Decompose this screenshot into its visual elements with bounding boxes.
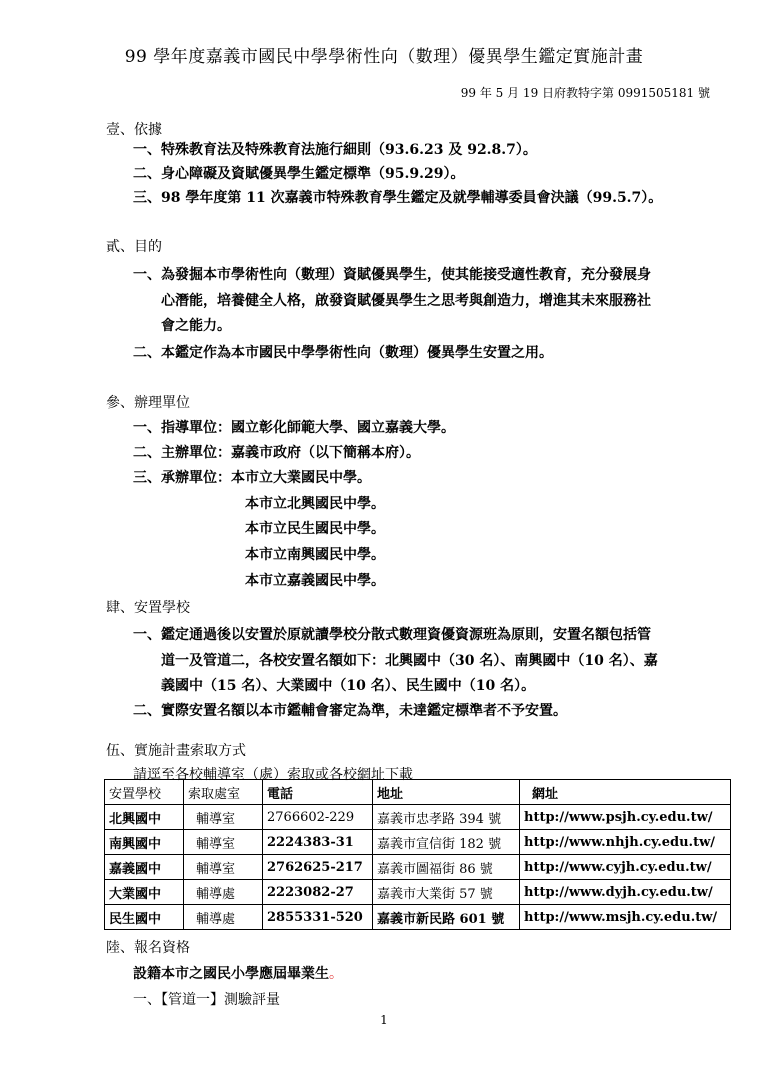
section6-heading: 陸、報名資格	[106, 940, 190, 956]
section2-item-1-line-2: 心潛能，培養健全人格，啟發資賦優異學生之思考與創造力，增進其未來服務社	[161, 293, 651, 309]
eligibility-text: 設籍本市之國民小學應屆畢業生	[133, 966, 329, 982]
section1-heading: 壹、依據	[106, 122, 162, 138]
table-row	[105, 880, 731, 905]
phone: 2762625-217	[263, 855, 373, 880]
school-name: 北興國中	[105, 805, 184, 830]
school-name: 大業國中	[105, 880, 184, 905]
table-header-cell: 地址	[373, 780, 520, 805]
school-url-link[interactable]: http://www.dyjh.cy.edu.tw/	[520, 880, 731, 905]
section4-item-1-line-3: 義國中（15 名）、大業國中（10 名）、民生國中（10 名）。	[161, 678, 536, 694]
section1-item-1: 一、特殊教育法及特殊教育法施行細則（93.6.23 及 92.8.7）。	[133, 142, 537, 158]
office: 輔導室	[184, 855, 263, 880]
table-row	[105, 830, 731, 855]
address: 嘉義市宣信街 182 號	[373, 830, 520, 855]
section2-heading: 貳、目的	[106, 239, 162, 255]
phone: 2224383-31	[263, 830, 373, 855]
section4-item-1-line-1: 一、鑑定通過後以安置於原就讀學校分散式數理資優資源班為原則，安置名額包括管	[133, 627, 651, 643]
phone: 2855331-520	[263, 905, 373, 930]
phone: 2766602-229	[263, 805, 373, 830]
table-header-cell: 電話	[263, 780, 373, 805]
school-url-link[interactable]: http://www.cyjh.cy.edu.tw/	[520, 855, 731, 880]
address: 嘉義市大業街 57 號	[373, 880, 520, 905]
school-url-link[interactable]: http://www.msjh.cy.edu.tw/	[520, 905, 731, 930]
table-header-cell: 安置學校	[105, 780, 184, 805]
section1-item-3: 三、98 學年度第 11 次嘉義市特殊教育學生鑑定及就學輔導委員會決議（99.5.7）。	[133, 190, 663, 206]
school-name: 民生國中	[105, 905, 184, 930]
office: 輔導室	[184, 830, 263, 855]
section3-item-2: 二、主辦單位：嘉義市政府（以下簡稱本府）。	[133, 445, 420, 461]
address: 嘉義市新民路 601 號	[373, 905, 520, 930]
section3-cohost-4: 本市立嘉義國民中學。	[245, 573, 385, 589]
eligibility-period: 。	[329, 966, 343, 982]
table-header-cell: 網址	[520, 780, 731, 805]
office: 輔導室	[184, 805, 263, 830]
address: 嘉義市忠孝路 394 號	[373, 805, 520, 830]
document-reference: 99 年 5 月 19 日府教特字第 0991505181 號	[460, 86, 710, 100]
table-header-row	[105, 780, 731, 805]
office: 輔導處	[184, 880, 263, 905]
table-header-cell: 索取處室	[184, 780, 263, 805]
section3-cohost-1: 本市立北興國民中學。	[245, 496, 385, 512]
table-row	[105, 905, 731, 930]
section6-eligibility	[133, 963, 343, 983]
school-name: 南興國中	[105, 830, 184, 855]
section5-heading: 伍、實施計畫索取方式	[106, 743, 246, 759]
section6-item-1: 一、【管道一】測驗評量	[133, 992, 280, 1008]
table-row	[105, 805, 731, 830]
section3-cohost-2: 本市立民生國民中學。	[245, 521, 385, 537]
section4-item-2: 二、實際安置名額以本市鑑輔會審定為準，未達鑑定標準者不予安置。	[133, 703, 567, 719]
section3-heading: 參、辦理單位	[106, 395, 190, 411]
school-url-link[interactable]: http://www.nhjh.cy.edu.tw/	[520, 830, 731, 855]
section2-item-1-line-1: 一、為發掘本市學術性向（數理）資賦優異學生，使其能接受適性教育，充分發展身	[133, 267, 651, 283]
address: 嘉義市圖福街 86 號	[373, 855, 520, 880]
office: 輔導處	[184, 905, 263, 930]
section3-item-1: 一、指導單位：國立彰化師範大學、國立嘉義大學。	[133, 420, 455, 436]
section2-item-1-line-3: 會之能力。	[161, 318, 231, 334]
section4-heading: 肆、安置學校	[106, 600, 190, 616]
document-title: 99 學年度嘉義市國民中學學術性向（數理）優異學生鑑定實施計畫	[124, 47, 644, 67]
section5-note: 請逕至各校輔導室（處）索取或各校網址下載	[133, 767, 413, 783]
phone: 2223082-27	[263, 880, 373, 905]
school-contact-table	[104, 779, 731, 930]
section3-item-3: 三、承辦單位：本市立大業國民中學。	[133, 470, 371, 486]
school-name: 嘉義國中	[105, 855, 184, 880]
table-row	[105, 855, 731, 880]
school-url-link[interactable]: http://www.psjh.cy.edu.tw/	[520, 805, 731, 830]
section3-cohost-3: 本市立南興國民中學。	[245, 547, 385, 563]
section4-item-1-line-2: 道一及管道二，各校安置名額如下：北興國中（30 名）、南興國中（10 名）、嘉	[161, 653, 658, 669]
page-number: 1	[380, 1013, 388, 1027]
section2-item-2: 二、本鑑定作為本市國民中學學術性向（數理）優異學生安置之用。	[133, 345, 553, 361]
section1-item-2: 二、身心障礙及資賦優異學生鑑定標準（95.9.29）。	[133, 166, 465, 182]
